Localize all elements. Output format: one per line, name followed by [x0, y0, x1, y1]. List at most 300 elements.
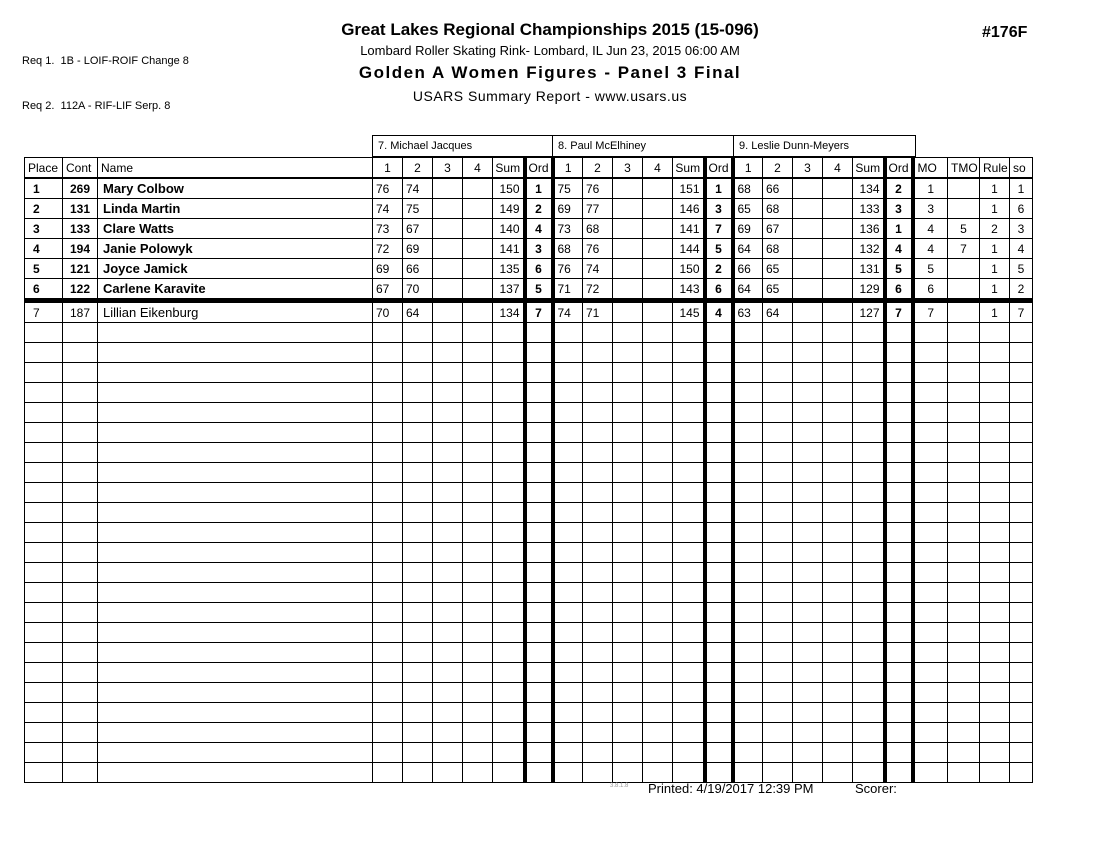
footer [0, 781, 1100, 801]
cell-score [373, 363, 403, 383]
cell-so [1010, 463, 1033, 483]
cell-cont: 133 [63, 219, 98, 239]
cell-ord [525, 463, 553, 483]
cell-score [643, 301, 673, 323]
cell-score: 68 [763, 239, 793, 259]
cell-score [403, 483, 433, 503]
cell-score: 68 [553, 239, 583, 259]
cell-score [463, 423, 493, 443]
cell-score [433, 723, 463, 743]
cell-tmo [948, 279, 980, 301]
cell-sum [493, 583, 525, 603]
report-type-line: USARS Summary Report - www.usars.us [412, 88, 688, 104]
cell-ord [885, 723, 913, 743]
cell-name [98, 363, 373, 383]
cell-so: 1 [1010, 178, 1033, 199]
cell-score [403, 443, 433, 463]
cell-score [583, 663, 613, 683]
cell-score [823, 523, 853, 543]
cell-score: 76 [583, 239, 613, 259]
cell-sum [493, 343, 525, 363]
cell-ord [525, 583, 553, 603]
cell-ord [525, 423, 553, 443]
cell-score [793, 259, 823, 279]
cell-score [433, 583, 463, 603]
cell-score [643, 543, 673, 563]
cell-ord [705, 323, 733, 343]
cell-sum [853, 643, 885, 663]
cell-rule [980, 443, 1010, 463]
cell-name [98, 503, 373, 523]
cell-place [25, 743, 63, 763]
cell-score [433, 503, 463, 523]
cell-tmo [948, 663, 980, 683]
col-header-cont: Cont [63, 158, 98, 179]
col-header-j9-4: 4 [823, 158, 853, 179]
cell-score [373, 543, 403, 563]
cell-score [583, 683, 613, 703]
cell-name: Carlene Karavite [98, 279, 373, 301]
cell-ord [885, 523, 913, 543]
cell-score [823, 463, 853, 483]
cell-sum [673, 483, 705, 503]
cell-score [463, 623, 493, 643]
cell-sum [853, 743, 885, 763]
cell-mo [913, 483, 948, 503]
cell-score: 66 [763, 178, 793, 199]
cell-score: 69 [733, 219, 763, 239]
cell-score [763, 503, 793, 523]
cell-so [1010, 503, 1033, 523]
cell-score [613, 483, 643, 503]
cell-ord [705, 543, 733, 563]
cell-score: 74 [403, 178, 433, 199]
cell-score: 70 [373, 301, 403, 323]
empty-row [25, 643, 1033, 663]
cell-score [613, 683, 643, 703]
cell-mo: 6 [913, 279, 948, 301]
cell-score [373, 723, 403, 743]
cell-score [613, 743, 643, 763]
cell-mo [913, 723, 948, 743]
event-number: #176F [982, 24, 1028, 41]
cell-ord [885, 663, 913, 683]
cell-cont [63, 523, 98, 543]
cell-score [733, 383, 763, 403]
cell-place [25, 683, 63, 703]
cell-mo [913, 643, 948, 663]
cell-mo [913, 663, 948, 683]
cell-ord [525, 383, 553, 403]
empty-row [25, 443, 1033, 463]
cell-sum: 146 [673, 199, 705, 219]
cell-score [823, 663, 853, 683]
cell-score [583, 523, 613, 543]
cell-score [823, 763, 853, 783]
cell-so [1010, 563, 1033, 583]
cell-score [463, 603, 493, 623]
cell-score [553, 583, 583, 603]
cell-name [98, 403, 373, 423]
cell-score [373, 323, 403, 343]
cell-score [763, 343, 793, 363]
cell-score: 68 [763, 199, 793, 219]
cell-ord [705, 683, 733, 703]
cell-score [583, 403, 613, 423]
cell-place: 5 [25, 259, 63, 279]
cell-cont [63, 743, 98, 763]
cell-tmo [948, 743, 980, 763]
cell-mo [913, 563, 948, 583]
cell-score [553, 663, 583, 683]
cell-score [823, 279, 853, 301]
cell-so [1010, 483, 1033, 503]
cell-score: 65 [763, 279, 793, 301]
cell-score [823, 239, 853, 259]
cell-score [613, 523, 643, 543]
cell-sum [493, 403, 525, 423]
cell-tmo [948, 301, 980, 323]
cell-mo [913, 463, 948, 483]
cell-ord [885, 583, 913, 603]
cell-score [643, 423, 673, 443]
cell-score [613, 603, 643, 623]
cell-tmo [948, 503, 980, 523]
cell-score [553, 603, 583, 623]
cell-score [643, 483, 673, 503]
cell-score [643, 743, 673, 763]
cell-tmo [948, 723, 980, 743]
cell-tmo [948, 483, 980, 503]
cell-ord [525, 323, 553, 343]
cell-score [733, 663, 763, 683]
cell-sum [673, 583, 705, 603]
cell-ord [885, 443, 913, 463]
cell-score [403, 603, 433, 623]
cell-sum [853, 623, 885, 643]
cell-score [433, 643, 463, 663]
cell-score [763, 543, 793, 563]
cell-tmo [948, 703, 980, 723]
cell-score: 76 [583, 178, 613, 199]
cell-ord: 2 [525, 199, 553, 219]
cell-mo: 1 [913, 178, 948, 199]
championship-title: Great Lakes Regional Championships 2015 (15-096) [341, 20, 759, 39]
cell-score [583, 383, 613, 403]
cell-ord [885, 623, 913, 643]
cell-score [373, 763, 403, 783]
cell-score [793, 663, 823, 683]
cell-rule: 1 [980, 178, 1010, 199]
cell-place [25, 383, 63, 403]
cell-ord [705, 723, 733, 743]
cell-score [583, 363, 613, 383]
col-header-j7-ord: Ord [525, 158, 553, 179]
cell-sum [493, 743, 525, 763]
cell-ord [705, 383, 733, 403]
cell-rule [980, 683, 1010, 703]
cell-rule [980, 643, 1010, 663]
cell-ord [705, 443, 733, 463]
cell-score [433, 483, 463, 503]
empty-row [25, 323, 1033, 343]
col-header-j8-4: 4 [643, 158, 673, 179]
cell-ord [705, 643, 733, 663]
cell-so [1010, 603, 1033, 623]
cell-score [763, 743, 793, 763]
cell-name [98, 683, 373, 703]
cell-rule [980, 763, 1010, 783]
cell-name [98, 703, 373, 723]
cell-mo: 4 [913, 219, 948, 239]
cell-score [793, 583, 823, 603]
cell-ord [525, 743, 553, 763]
cell-sum: 141 [493, 239, 525, 259]
cell-ord [885, 363, 913, 383]
cell-score [823, 723, 853, 743]
cell-score [793, 623, 823, 643]
cell-score [463, 723, 493, 743]
cell-score [823, 178, 853, 199]
cell-name [98, 643, 373, 663]
cell-ord [525, 403, 553, 423]
cell-tmo [948, 343, 980, 363]
cell-rule [980, 403, 1010, 423]
cell-score [373, 383, 403, 403]
col-header-mo: MO [913, 158, 948, 179]
cell-score [613, 239, 643, 259]
cell-sum [673, 543, 705, 563]
cell-score [763, 403, 793, 423]
cell-mo [913, 583, 948, 603]
cell-score [553, 763, 583, 783]
cell-score [793, 703, 823, 723]
cell-cont [63, 543, 98, 563]
cell-score [583, 723, 613, 743]
cell-score [763, 623, 793, 643]
cell-score [613, 623, 643, 643]
cell-place [25, 503, 63, 523]
cell-score: 66 [733, 259, 763, 279]
cell-so [1010, 323, 1033, 343]
event-title: Golden A Women Figures - Panel 3 Final [358, 63, 742, 82]
cell-ord [885, 463, 913, 483]
cell-score [613, 503, 643, 523]
cell-cont [63, 563, 98, 583]
cell-place [25, 423, 63, 443]
cell-score [463, 323, 493, 343]
cell-mo [913, 523, 948, 543]
cell-score [643, 663, 673, 683]
cell-score [433, 259, 463, 279]
cell-rule [980, 363, 1010, 383]
result-row [25, 301, 1033, 323]
cell-score [733, 763, 763, 783]
cell-score [793, 503, 823, 523]
cell-score: 69 [373, 259, 403, 279]
cell-score [793, 543, 823, 563]
cell-score [583, 323, 613, 343]
cell-score [793, 603, 823, 623]
cell-sum [853, 503, 885, 523]
cell-score [823, 301, 853, 323]
cell-ord [525, 603, 553, 623]
cell-score [463, 279, 493, 301]
cell-sum [853, 343, 885, 363]
printed-timestamp: Printed: 4/19/2017 12:39 PM [648, 781, 814, 796]
cell-score [823, 743, 853, 763]
cell-score [403, 543, 433, 563]
cell-sum [673, 463, 705, 483]
title-block [0, 20, 1100, 104]
cell-mo [913, 543, 948, 563]
cell-score: 67 [373, 279, 403, 301]
cell-ord [705, 483, 733, 503]
cell-rule [980, 743, 1010, 763]
cell-place [25, 703, 63, 723]
cell-sum [493, 563, 525, 583]
cell-score [613, 463, 643, 483]
cell-ord: 5 [885, 259, 913, 279]
cell-ord: 3 [885, 199, 913, 219]
cell-mo [913, 503, 948, 523]
cell-score [733, 703, 763, 723]
empty-row [25, 483, 1033, 503]
empty-row [25, 703, 1033, 723]
cell-score [613, 363, 643, 383]
cell-sum: 134 [493, 301, 525, 323]
cell-place [25, 403, 63, 423]
cell-rule [980, 323, 1010, 343]
cell-so: 3 [1010, 219, 1033, 239]
col-header-j8-3: 3 [613, 158, 643, 179]
cell-tmo [948, 323, 980, 343]
cell-cont [63, 423, 98, 443]
cell-score [403, 763, 433, 783]
cell-score [823, 343, 853, 363]
cell-tmo [948, 543, 980, 563]
cell-score [463, 543, 493, 563]
cell-ord [885, 543, 913, 563]
cell-mo [913, 603, 948, 623]
cell-place [25, 643, 63, 663]
cell-score [643, 643, 673, 663]
result-row [25, 259, 1033, 279]
cell-ord [885, 483, 913, 503]
cell-score [433, 383, 463, 403]
empty-row [25, 543, 1033, 563]
cell-score [643, 383, 673, 403]
cell-mo [913, 323, 948, 343]
cell-score: 68 [583, 219, 613, 239]
cell-score [613, 443, 643, 463]
cell-ord [885, 743, 913, 763]
col-header-j9-1: 1 [733, 158, 763, 179]
cell-score [463, 763, 493, 783]
cell-place [25, 603, 63, 623]
cell-score [463, 643, 493, 663]
cell-score [463, 403, 493, 423]
cell-so [1010, 683, 1033, 703]
cell-sum: 136 [853, 219, 885, 239]
cell-sum [853, 523, 885, 543]
cell-score [643, 503, 673, 523]
col-header-j9-3: 3 [793, 158, 823, 179]
cell-score [463, 523, 493, 543]
cell-score: 74 [553, 301, 583, 323]
cell-place [25, 543, 63, 563]
cell-ord [705, 763, 733, 783]
col-header-j7-1: 1 [373, 158, 403, 179]
cell-score [403, 383, 433, 403]
cell-name [98, 523, 373, 543]
cell-score [583, 483, 613, 503]
cell-score [793, 463, 823, 483]
cell-score [553, 643, 583, 663]
cell-score [613, 723, 643, 743]
cell-name: Janie Polowyk [98, 239, 373, 259]
cell-ord: 6 [525, 259, 553, 279]
cell-score [613, 663, 643, 683]
cell-mo [913, 403, 948, 423]
cell-score [553, 423, 583, 443]
cell-name [98, 463, 373, 483]
cell-score [433, 463, 463, 483]
cell-score [793, 643, 823, 663]
cell-mo [913, 343, 948, 363]
cell-score [463, 463, 493, 483]
cell-sum: 150 [493, 178, 525, 199]
cell-ord [705, 623, 733, 643]
cell-name [98, 563, 373, 583]
cell-cont [63, 323, 98, 343]
cell-place [25, 443, 63, 463]
cell-rule [980, 483, 1010, 503]
cell-sum [673, 703, 705, 723]
cell-ord [885, 603, 913, 623]
cell-score [733, 423, 763, 443]
empty-row [25, 383, 1033, 403]
cell-place [25, 483, 63, 503]
cell-score [763, 723, 793, 743]
cell-score [823, 443, 853, 463]
cell-score: 65 [763, 259, 793, 279]
cell-score [583, 443, 613, 463]
cell-rule: 1 [980, 279, 1010, 301]
cell-score [733, 463, 763, 483]
cell-mo [913, 443, 948, 463]
cell-score [403, 463, 433, 483]
cell-so [1010, 383, 1033, 403]
cell-score [733, 603, 763, 623]
cell-tmo [948, 603, 980, 623]
col-header-name: Name [98, 158, 373, 179]
cell-score [403, 683, 433, 703]
cell-sum: 144 [673, 239, 705, 259]
cell-ord: 7 [525, 301, 553, 323]
cell-score [643, 603, 673, 623]
cell-name [98, 383, 373, 403]
cell-so [1010, 703, 1033, 723]
cell-tmo [948, 763, 980, 783]
cell-sum [673, 363, 705, 383]
cell-ord [705, 363, 733, 383]
cell-score [613, 423, 643, 443]
cell-score [463, 301, 493, 323]
cell-ord [525, 483, 553, 503]
cell-score [403, 743, 433, 763]
cell-score [823, 483, 853, 503]
